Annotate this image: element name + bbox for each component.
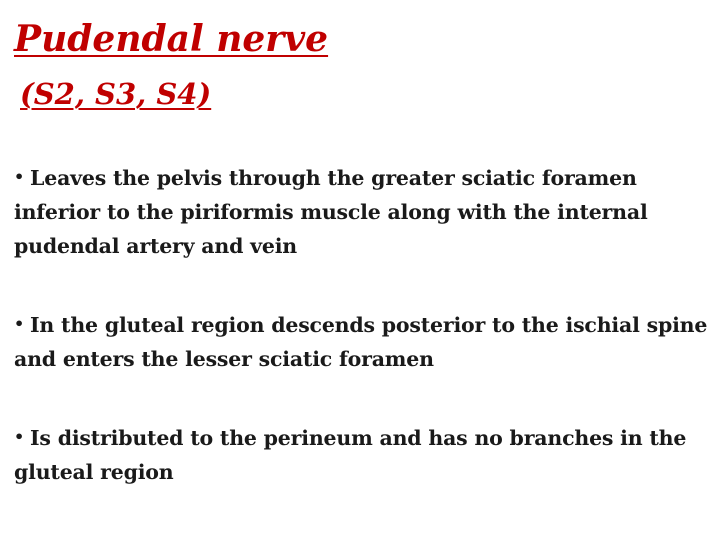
bullet-item	[14, 420, 714, 489]
bullet-text: Is distributed to the perineum and has no branches in the gluteal region	[14, 426, 687, 484]
bullet-marker-icon: •	[14, 167, 25, 186]
bullet-marker-icon: •	[14, 427, 25, 446]
slide-subtitle: (S2, S3, S4)	[20, 77, 212, 111]
bullet-marker-icon: •	[14, 314, 25, 333]
bullet-text: In the gluteal region descends posterior to the ischial spine and enters the lesser sciatic foramen	[14, 313, 708, 371]
bullet-item	[14, 160, 714, 263]
bullet-item	[14, 307, 714, 376]
bullet-text: Leaves the pelvis through the greater sciatic foramen inferior to the piriformis muscle along with the internal pudendal artery and vein	[14, 166, 648, 258]
bullet-list	[14, 160, 714, 533]
slide-title: Pudendal nerve	[14, 18, 329, 60]
